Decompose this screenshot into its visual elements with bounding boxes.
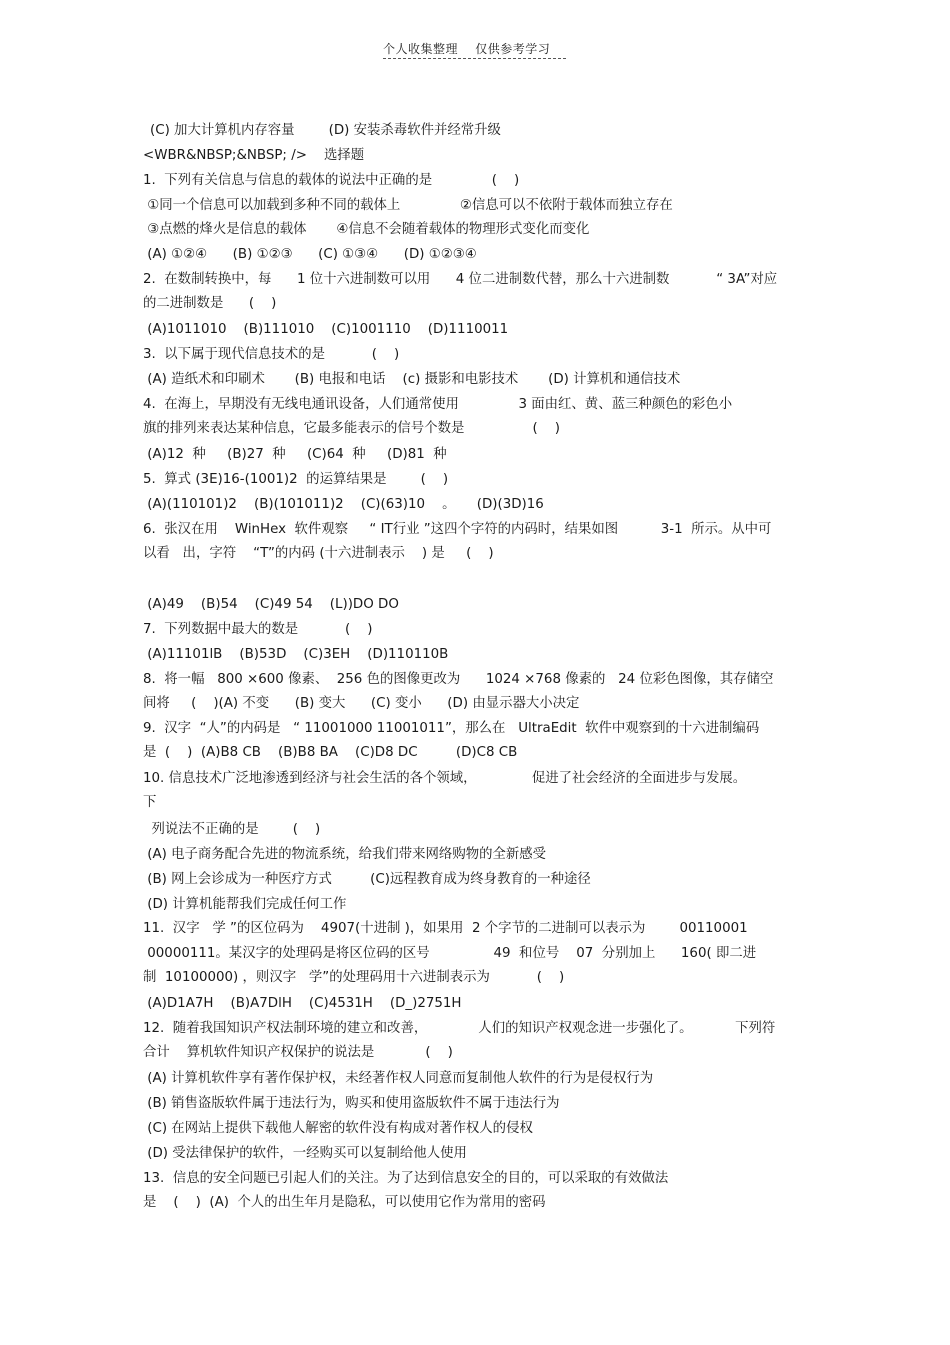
- text-line: 下: [143, 795, 157, 810]
- text-line: ③点燃的烽火是信息的载体 ④信息不会随着载体的物理形式变化而变化: [143, 222, 590, 237]
- question-1: 1. 下列有关信息与信息的载体的说法中正确的是 ( ): [143, 173, 520, 188]
- text-line: 旗的排列来表达某种信息，它最多能表示的信号个数是 ( ): [143, 421, 560, 436]
- options-line: (A) 造纸术和印刷术 (B) 电报和电话 (c) 摄影和电影技术 (D) 计算机和通信技术: [143, 372, 681, 387]
- question-6: 6. 张汉在用 WinHex 软件观察 “ IT行业 ”这四个字符的内码时，结果如图 3-1 所示。从中可: [143, 522, 772, 537]
- question-2: 2. 在数制转换中，每 1 位十六进制数可以用 4 位二进制数代替，那么十六进制数 “ 3A”对应: [143, 272, 778, 287]
- page-header: 个人收集整理 仅供参考学习: [383, 42, 551, 56]
- question-8: 8. 将一幅 800 ×600 像素、 256 色的图像更改为 1024 ×768 像素的 24 位彩色图像，其存储空: [143, 672, 774, 687]
- text-line: 列说法不正确的是 ( ): [143, 822, 321, 837]
- options-line: (A) ①②④ (B) ①②③ (C) ①③④ (D) ①②③④: [143, 247, 477, 262]
- options-line: (A)49 (B)54 (C)49 54 (L))DO DO: [143, 597, 399, 612]
- text-line: 是 ( ) (A)B8 CB (B)B8 BA (C)D8 DC (D)C8 CB: [143, 745, 518, 760]
- option-line: (A) 电子商务配合先进的物流系统，给我们带来网络购物的全新感受: [143, 847, 547, 862]
- question-11: 11. 汉字 学 ”的区位码为 4907(十进制 )，如果用 2 个字节的二进制可以表示为 00110001: [143, 921, 748, 936]
- question-7: 7. 下列数据中最大的数是 ( ): [143, 622, 373, 637]
- text-line: 制 10100000) ，则汉字 学”的处理码用十六进制表示为 ( ): [143, 970, 565, 985]
- text-line: 以看 出，字符 “T”的内码 (十六进制表示 ) 是 ( ): [143, 546, 494, 561]
- question-5: 5. 算式 (3E)16-(1001)2 的运算结果是 ( ): [143, 472, 449, 487]
- option-line: (D) 计算机能帮我们完成任何工作: [143, 897, 347, 912]
- options-line: (A)1011010 (B)111010 (C)1001110 (D)1110011: [143, 322, 509, 337]
- text-line: ①同一个信息可以加载到多种不同的载体上 ②信息可以不依附于载体而独立存在: [143, 198, 673, 213]
- question-10: 10. 信息技术广泛地渗透到经济与社会生活的各个领域， 促进了社会经济的全面进步与发展。: [143, 771, 747, 786]
- option-line: (D) 受法律保护的软件，一经购买可以复制给他人使用: [143, 1146, 467, 1161]
- text-line: 的二进制数是 ( ): [143, 296, 277, 311]
- text-line: (C) 加大计算机内存容量 (D) 安装杀毒软件并经常升级: [150, 123, 501, 138]
- question-12: 12. 随着我国知识产权法制环境的建立和改善， 人们的知识产权观念进一步强化了。 下列符: [143, 1021, 776, 1036]
- text-line: 00000111。某汉字的处理码是将区位码的区号 49 和位号 07 分别加上 160( 即二进: [143, 946, 757, 961]
- text-line: <WBR&NBSP;&NBSP; /> 选择题: [143, 148, 365, 163]
- question-13: 13. 信息的安全问题已引起人们的关注。为了达到信息安全的目的，可以采取的有效做法: [143, 1171, 669, 1186]
- question-4: 4. 在海上，早期没有无线电通讯设备，人们通常使用 3 面由红、黄、蓝三种颜色的彩色小: [143, 397, 733, 412]
- text-line: 合计 算机软件知识产权保护的说法是 ( ): [143, 1045, 453, 1060]
- header-divider: [383, 58, 566, 59]
- option-line: (B) 网上会诊成为一种医疗方式 (C)远程教育成为终身教育的一种途径: [143, 872, 591, 887]
- options-line: (A)D1A7H (B)A7DlH (C)4531H (D_)2751H: [143, 996, 462, 1011]
- option-line: (A) 计算机软件享有著作保护权，未经著作权人同意而复制他人软件的行为是侵权行为: [143, 1071, 654, 1086]
- option-line: (C) 在网站上提供下载他人解密的软件没有构成对著作权人的侵权: [143, 1121, 533, 1136]
- option-line: (B) 销售盗版软件属于违法行为，购买和使用盗版软件不属于违法行为: [143, 1096, 560, 1111]
- text-line: 是 ( ) (A) 个人的出生年月是隐私，可以使用它作为常用的密码: [143, 1195, 546, 1210]
- options-line: (A)12 种 (B)27 种 (C)64 种 (D)81 种: [143, 447, 447, 462]
- text-line: 间将 ( )(A) 不变 (B) 变大 (C) 变小 (D) 由显示器大小决定: [143, 696, 580, 711]
- options-line: (A)11101lB (B)53D (C)3EH (D)110110B: [143, 647, 449, 662]
- question-9: 9. 汉字 “人”的内码是 “ 11001000 11001011”，那么在 UltraEdit 软件中观察到的十六进制编码: [143, 721, 760, 736]
- question-3: 3. 以下属于现代信息技术的是 ( ): [143, 347, 400, 362]
- options-line: (A)(110101)2 (B)(101011)2 (C)(63)10 。 (D)(3D)16: [143, 497, 544, 512]
